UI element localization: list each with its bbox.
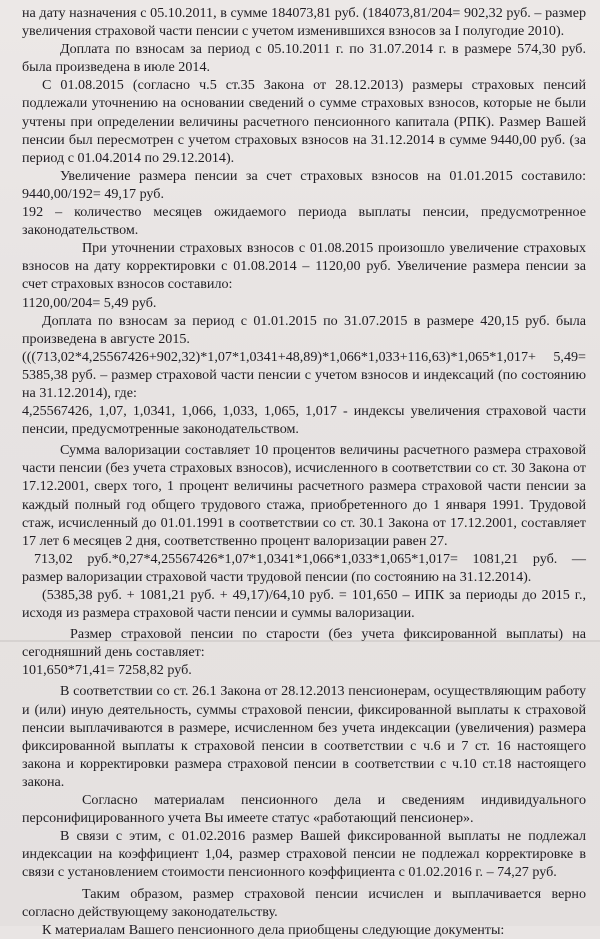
paragraph-8: Доплата по взносам за период с 01.01.2015 по 31.07.2015 в размере 420,15 руб. была произведена в августе 2015. <box>22 312 586 347</box>
paragraph-17: Согласно материалам пенсионного дела и сведениям индивидуального персонифицированного учета Вы имеете статус «работающий пенсионер». <box>22 792 586 827</box>
paragraph-5: 192 – количество месяцев ожидаемого периода выплаты пенсии, предусмотренное законодательством. <box>22 204 586 239</box>
paragraph-16: В соответствии со ст. 26.1 Закона от 28.12.2013 пенсионерам, осуществляющим работу и (или) иную деятельность, суммы страховой пенсии, фиксированной выплаты к страховой пенсии выплачиваются в размере, исчисленном без учета индексации (увеличения) размера фиксированной выплаты к страховой пенсии в соответствии с ч.6 и 7 ст. 16 настоящего закона и корректировки размера страховой пенсии в соответствии с ч.10 ст.18 настоящего закона. <box>22 683 586 790</box>
paragraph-19: Таким образом, размер страховой пенсии исчислен и выплачивается верно согласно действующему законодательству. <box>22 885 586 920</box>
paragraph-12: 713,02 руб.*0,27*4,25567426*1,07*1,0341*1,066*1,033*1,065*1,017= 1081,21 руб. — размер валоризации страховой части трудовой пенсии (по состоянию на 31.12.2014). <box>22 550 586 585</box>
paragraph-3: С 01.08.2015 (согласно ч.5 ст.35 Закона от 28.12.2013) размеры страховых пенсий подлежали уточнению на основании сведений о сумме страховых взносов, которые не были учтены при определении величины расчетного пенсионного капитала (РПК). Размер Вашей пенсии был пересмотрен с учетом страховых взносов на 31.12.2014 в сумме 9440,00 руб. (за период с 01.04.2014 по 29.12.2014). <box>22 77 586 166</box>
paragraph-7: 1120,00/204= 5,49 руб. <box>22 294 157 311</box>
paragraph-18: В связи с этим, с 01.02.2016 размер Вашей фиксированной выплаты не подлежал индексации на коэффициент 1,04, размер страховой пенсии не подлежал корректировке в связи с установлением стоимости пенсионного коэффициента с 01.02.2016 г. – 74,27 руб. <box>22 828 586 881</box>
paragraph-4: Увеличение размера пенсии за счет страховых взносов на 01.01.2015 составило: 9440,00/192= 49,17 руб. <box>22 167 586 202</box>
paragraph-11: Сумма валоризации составляет 10 процентов величины расчетного размера страховой части пенсии (без учета страховых взносов), исчисленного в соответствии со ст. 30 Закона от 17.12.2001, сверх того, 1 процент величины расчетного размера страховой части пенсии за каждый полный год общего трудового стажа, приобретенного до 1 января 1991. Трудовой стаж, исчисленный до 01.01.1991 в соответствии со ст. 30.1 Закона от 17.12.2001, составляет 17 лет 6 месяцев 2 дня, соответственно процент валоризации равен 27. <box>22 442 586 549</box>
paragraph-2: Доплата по взносам за период с 05.10.2011 г. по 31.07.2014 г. в размере 574,30 руб. была произведена в июле 2014. <box>22 41 586 76</box>
paragraph-13: (5385,38 руб. + 1081,21 руб. + 49,17)/64,10 руб. = 101,650 – ИПК за периоды до 2015 г., исходя из размера страховой части пенсии и суммы валоризации. <box>22 587 586 622</box>
paragraph-14: Размер страховой пенсии по старости (без учета фиксированной выплаты) на сегодняшний день составляет: <box>22 626 586 661</box>
paragraph-15: 101,650*71,41= 7258,82 руб. <box>22 662 192 679</box>
letter-body <box>22 4 586 939</box>
paragraph-20: К материалам Вашего пенсионного дела приобщены следующие документы: <box>42 921 505 938</box>
paragraph-6: При уточнении страховых взносов с 01.08.2015 произошло увеличение страховых взносов на дату корректировки с 01.08.2014 – 1120,00 руб. Увеличение размера пенсии за счет страховых взносов составило: <box>22 240 586 293</box>
paragraph-1: на дату назначения с 05.10.2011, в сумме 184073,81 руб. (184073,81/204= 902,32 руб. – размер увеличения страховой части пенсии с учетом изменившихся взносов за I полугодие 2010). <box>22 5 586 40</box>
paper-crease <box>0 640 600 642</box>
paragraph-9: (((713,02*4,25567426+902,32)*1,07*1,0341+48,89)*1,066*1,033+116,63)*1,065*1,017+ 5,49= 5385,38 руб. – размер страховой части пенсии с учетом взносов и индексаций (по состоянию на 31.12.2014), где: <box>22 348 586 401</box>
paragraph-10: 4,25567426, 1,07, 1,0341, 1,066, 1,033, 1,065, 1,017 - индексы увеличения страховой части пенсии, предусмотренные законодательством. <box>22 403 586 438</box>
